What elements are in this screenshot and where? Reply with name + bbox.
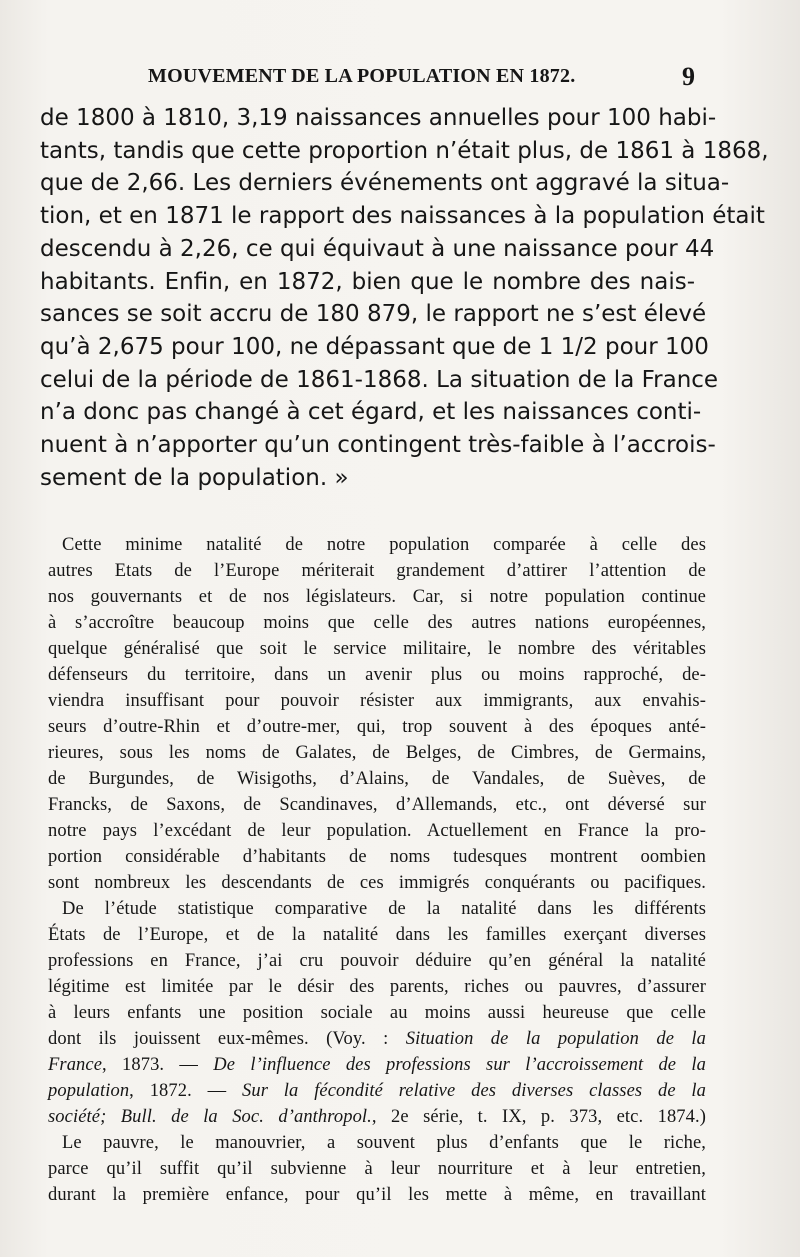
text-line: sont nombreux les descendants de ces immigrés conquérants ou pacifiques. (48, 873, 706, 893)
citation-title: population (48, 1081, 130, 1101)
text-line-citation (48, 1104, 706, 1130)
citation-title: Situation de la population de la (405, 1029, 706, 1049)
quote-line: de 1800 à 1810, 3,19 naissances annuelles pour 100 habi- (40, 105, 717, 131)
body-text (48, 532, 706, 1208)
quote-line: qu’à 2,675 pour 100, ne dépassant que de 1 1/2 pour 100 (40, 333, 709, 360)
text-line: quelque généralisé que soit le service militaire, le nombre des véritables (48, 639, 706, 659)
quote-line: sances se soit accru de 180 879, le rapport ne s’est élevé (40, 301, 707, 328)
page-header (40, 60, 700, 100)
quoted-passage (40, 102, 769, 494)
citation-text: , 1872. — (129, 1081, 243, 1101)
text-line: portion considérable d’habitants de noms tudesques montrent oombien (48, 847, 706, 867)
text-line: défenseurs du territoire, dans un avenir plus ou moins rapproché, de- (48, 665, 706, 685)
page-number: 9 (682, 62, 695, 91)
text-line: viendra insuffisant pour pouvoir résister aux immigrants, aux envahis- (48, 691, 706, 711)
text-line: Le pauvre, le manouvrier, a souvent plus d’enfants que le riche, (62, 1133, 706, 1153)
text-line-citation (48, 1052, 706, 1078)
paragraph-natalite (48, 532, 706, 896)
citation-text: , 1873. — (102, 1055, 214, 1075)
quote-line: que de 2,66. Les derniers événements ont aggravé la situa- (40, 170, 730, 197)
quote-line: tion, et en 1871 le rapport des naissances à la population était (40, 203, 765, 230)
quote-line: habitants. Enfin, en 1872, bien que le nombre des nais- (40, 268, 695, 295)
text-line: professions en France, j’ai cru pouvoir déduire qu’en général la natalité (48, 951, 706, 971)
text-line: légitime est limitée par le désir des parents, riches ou pauvres, d’assurer (48, 977, 706, 997)
text-line: rieures, sous les noms de Galates, de Belges, de Cimbres, de Germains, (48, 743, 706, 763)
text-line: à leurs enfants une position sociale au moins aussi heureuse que celle (48, 1003, 706, 1023)
text-line: de Burgundes, de Wisigoths, d’Alains, de Vandales, de Suèves, de (48, 769, 706, 789)
text-line: nos gouvernants et de nos législateurs. Car, si notre population continue (48, 587, 706, 607)
text-line: durant la première enfance, pour qu’il les mette à même, en travaillant (48, 1185, 706, 1205)
quote-line: n’a donc pas changé à cet égard, et les naissances conti- (40, 399, 702, 426)
quote-line: nuent à n’apporter qu’un contingent très-faible à l’accrois- (40, 432, 716, 459)
text-line: parce qu’il suffit qu’il subvienne à leur nourriture et à leur entretien, (48, 1159, 706, 1179)
text-line: Francks, de Saxons, de Scandinaves, d’Allemands, etc., ont déversé sur (48, 795, 706, 815)
citation-title: France (48, 1055, 103, 1075)
text-line: États de l’Europe, et de la natalité dans les familles exerçant diverses (48, 925, 706, 945)
citation-text: , 2e série, t. IX, p. 373, etc. 1874.) (371, 1107, 706, 1127)
citation-title: société; Bull. de la Soc. d’anthropol. (48, 1107, 372, 1127)
quote-line: descendu à 2,26, ce qui équivaut à une naissance pour 44 (40, 235, 715, 262)
citation-text: dont ils jouissent eux-mêmes. (Voy. : (48, 1029, 406, 1049)
quote-line: tants, tandis que cette proportion n’était plus, de 1861 à 1868, (40, 137, 769, 164)
paragraph-pauvre (48, 1130, 706, 1208)
text-line: notre pays l’excédant de leur population. Actuellement en France la pro- (48, 821, 706, 841)
text-line: à s’accroître beaucoup moins que celle des autres nations européennes, (48, 613, 706, 633)
quote-line: celui de la période de 1861-1868. La situation de la France (40, 366, 719, 393)
running-title: MOUVEMENT DE LA POPULATION EN 1872. (148, 65, 576, 87)
text-line: autres Etats de l’Europe mériterait grandement d’attirer l’attention de (48, 561, 706, 581)
citation-title: Sur la fécondité relative des diverses classes de la (242, 1081, 707, 1101)
text-line: De l’étude statistique comparative de la natalité dans les différents (62, 899, 706, 919)
citation-title: De l’influence des professions sur l’accroissement de la (213, 1055, 706, 1075)
text-line: Cette minime natalité de notre population comparée à celle des (62, 535, 706, 555)
text-line-citation (48, 1026, 706, 1052)
text-line: seurs d’outre-Rhin et d’outre-mer, qui, trop souvent à des époques anté- (48, 717, 706, 737)
text-line-citation (48, 1078, 706, 1104)
paragraph-etude-statistique (48, 896, 706, 1130)
quote-line: sement de la population. » (40, 464, 349, 491)
